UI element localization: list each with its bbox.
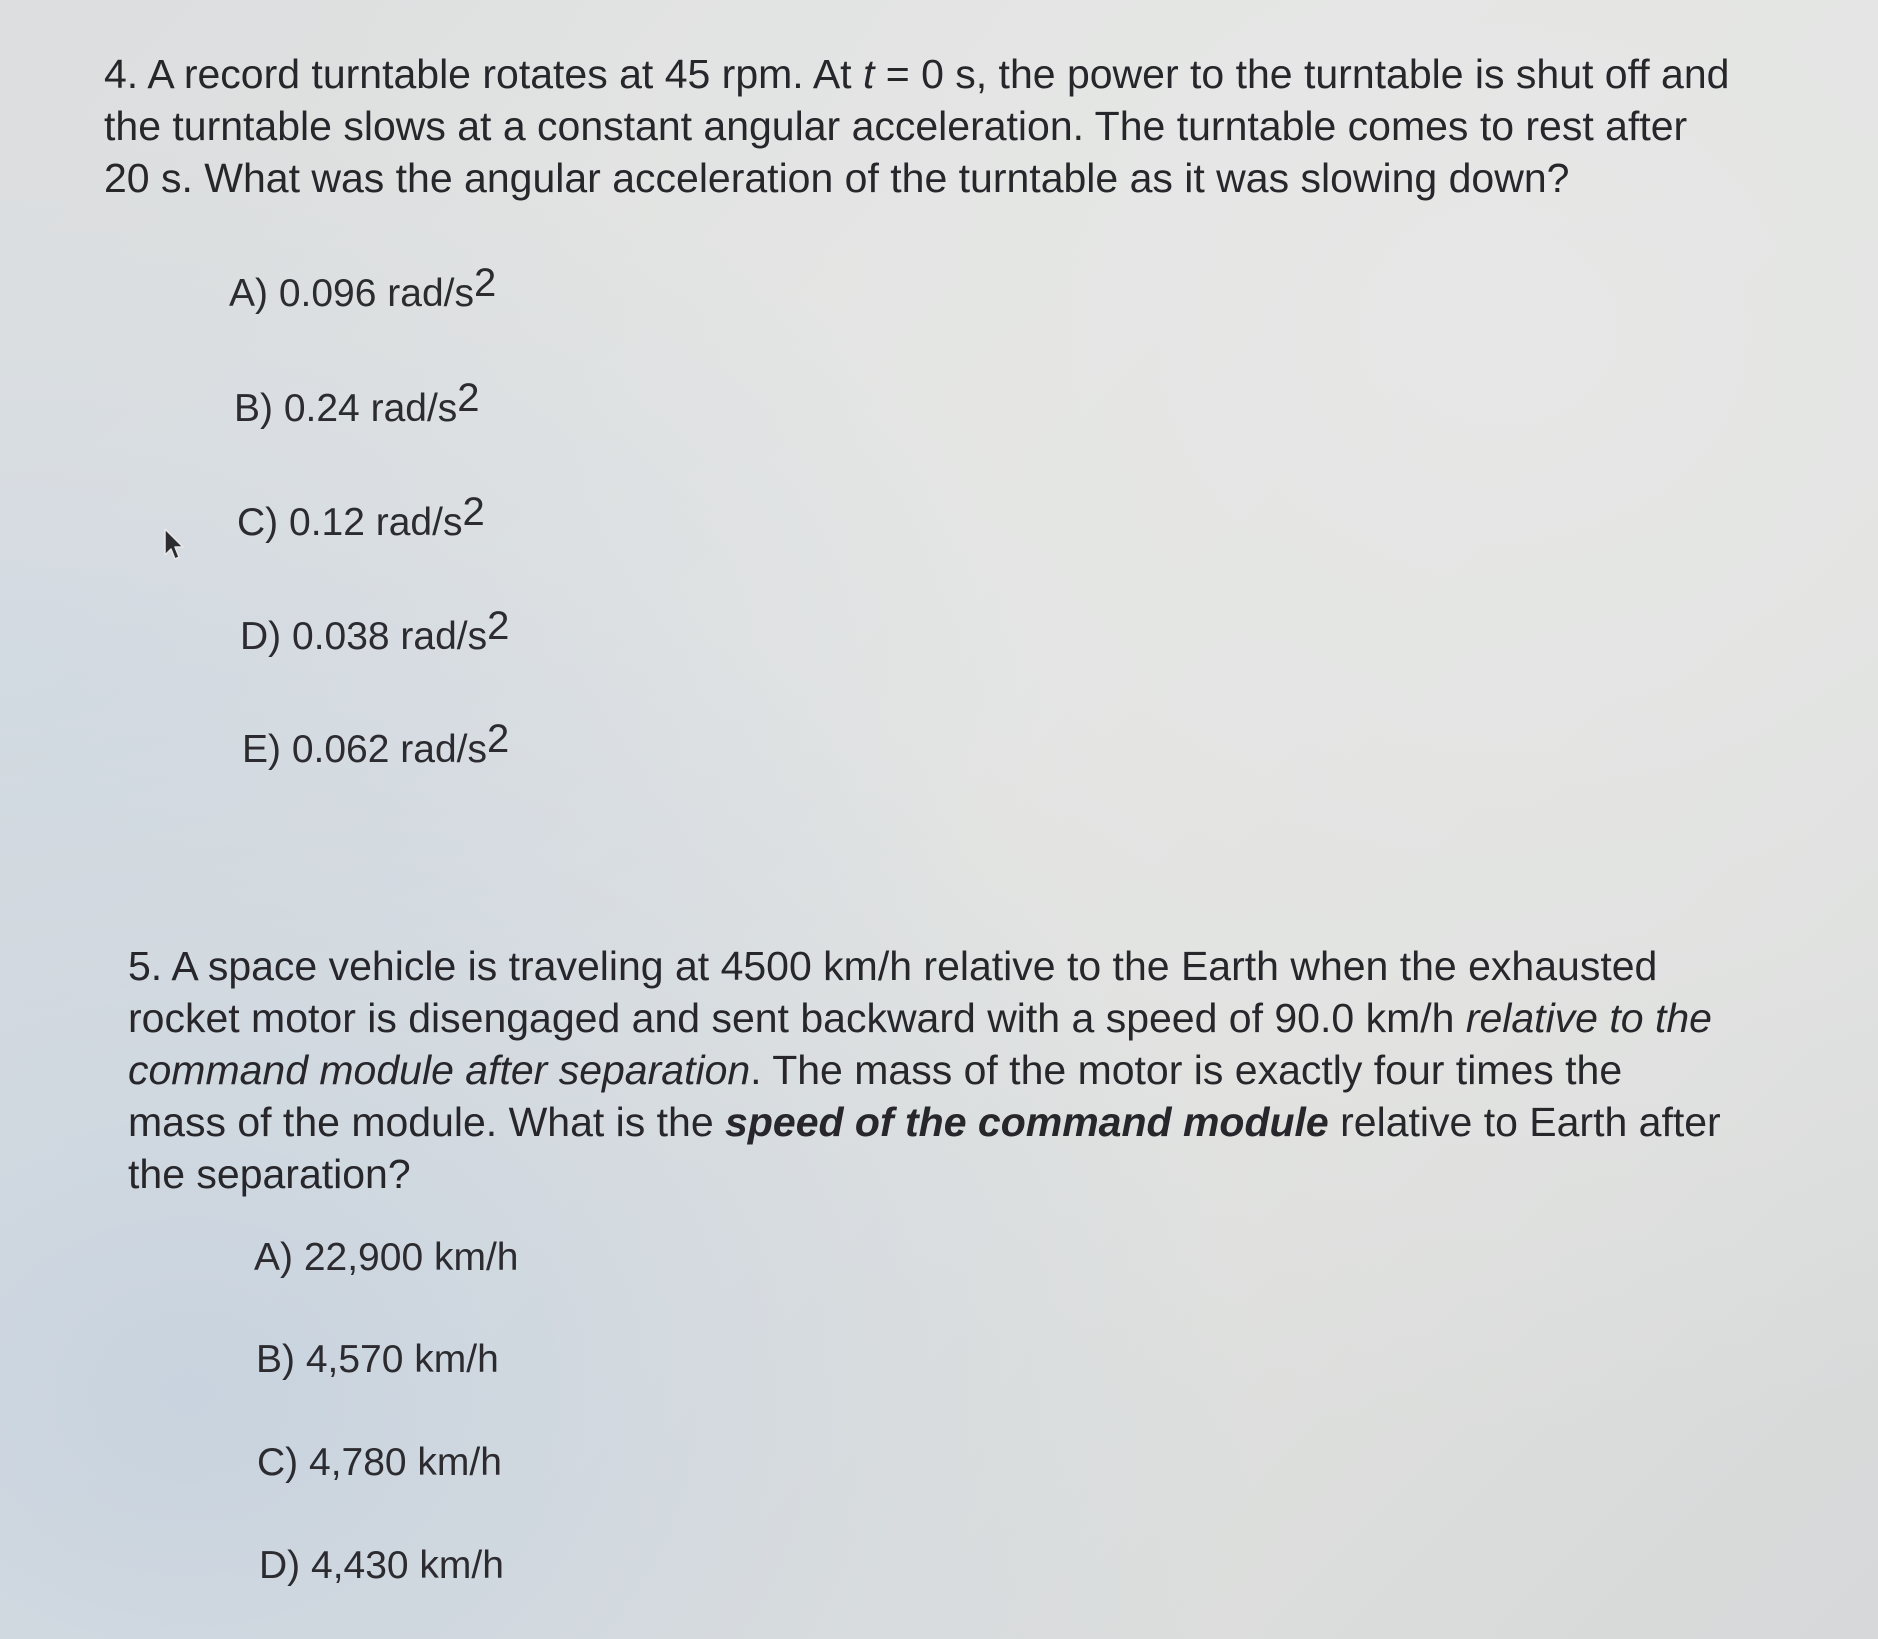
question-4-text-part1: A record turntable rotates at 45 rpm. At	[147, 51, 863, 97]
choice-exponent: 2	[462, 490, 485, 534]
q4-choice-c[interactable]	[237, 490, 485, 547]
question-5	[128, 940, 1728, 1200]
choice-letter: C)	[237, 501, 279, 544]
q5-choice-c[interactable]	[257, 1439, 502, 1487]
choice-value: 0.062 rad/s	[291, 728, 487, 771]
question-5-text-italic: relative to the command module after separation	[128, 995, 1712, 1093]
choice-exponent: 2	[486, 717, 510, 761]
choice-letter: D)	[259, 1544, 301, 1587]
question-5-text-part1: A space vehicle is traveling at 4500 km/h relative to the Earth when the exhausted rocket motor is disengaged and sent backward with a speed of 90.0 km/h	[128, 943, 1658, 1041]
q4-choice-e[interactable]	[242, 717, 510, 774]
q4-choice-b[interactable]	[234, 376, 480, 433]
question-5-text-part3: relative to Earth after the separation?	[128, 1099, 1721, 1197]
choice-exponent: 2	[473, 261, 497, 305]
question-4-variable-t: t	[862, 51, 875, 97]
choice-value: 4,430 km/h	[311, 1544, 504, 1587]
choice-value: 0.096 rad/s	[278, 272, 474, 315]
q4-choice-d[interactable]	[240, 604, 510, 661]
choice-value: 4,570 km/h	[305, 1338, 499, 1381]
question-5-text-part2: . The mass of the motor is exactly four times the mass of the module. What is the	[128, 1047, 1623, 1145]
choice-letter: B)	[256, 1338, 295, 1381]
q5-choice-d[interactable]	[259, 1542, 504, 1590]
question-5-text	[128, 940, 1728, 1200]
choice-exponent: 2	[457, 376, 480, 420]
question-4-text	[104, 48, 1744, 204]
choice-letter: C)	[257, 1441, 299, 1484]
q5-choice-b[interactable]	[256, 1336, 499, 1384]
choice-letter: E)	[242, 728, 281, 771]
question-4-number: 4.	[104, 51, 139, 97]
question-4	[104, 48, 1744, 204]
choice-value: 0.038 rad/s	[292, 615, 488, 658]
q5-choice-a[interactable]	[254, 1234, 518, 1282]
choice-letter: A)	[254, 1236, 293, 1279]
choice-letter: A)	[229, 272, 268, 315]
choice-value: 0.24 rad/s	[283, 387, 458, 430]
q4-choice-a[interactable]	[229, 261, 497, 318]
arrow-pointer-icon	[163, 527, 189, 561]
choice-letter: B)	[234, 387, 273, 430]
choice-exponent: 2	[487, 604, 510, 648]
question-4-text-part2: = 0 s, the power to the turntable is shut off and the turntable slows at a constant angular acceleration. The turntable comes to rest after 20 s. What was the angular acceleration of the turntable as it was slowing down?	[104, 51, 1730, 201]
choice-value: 22,900 km/h	[303, 1236, 519, 1279]
choice-letter: D)	[240, 615, 282, 658]
choice-value: 4,780 km/h	[309, 1441, 502, 1484]
question-5-text-bold-italic: speed of the command module	[725, 1099, 1329, 1145]
choice-value: 0.12 rad/s	[289, 501, 463, 544]
question-5-number: 5.	[128, 943, 163, 989]
